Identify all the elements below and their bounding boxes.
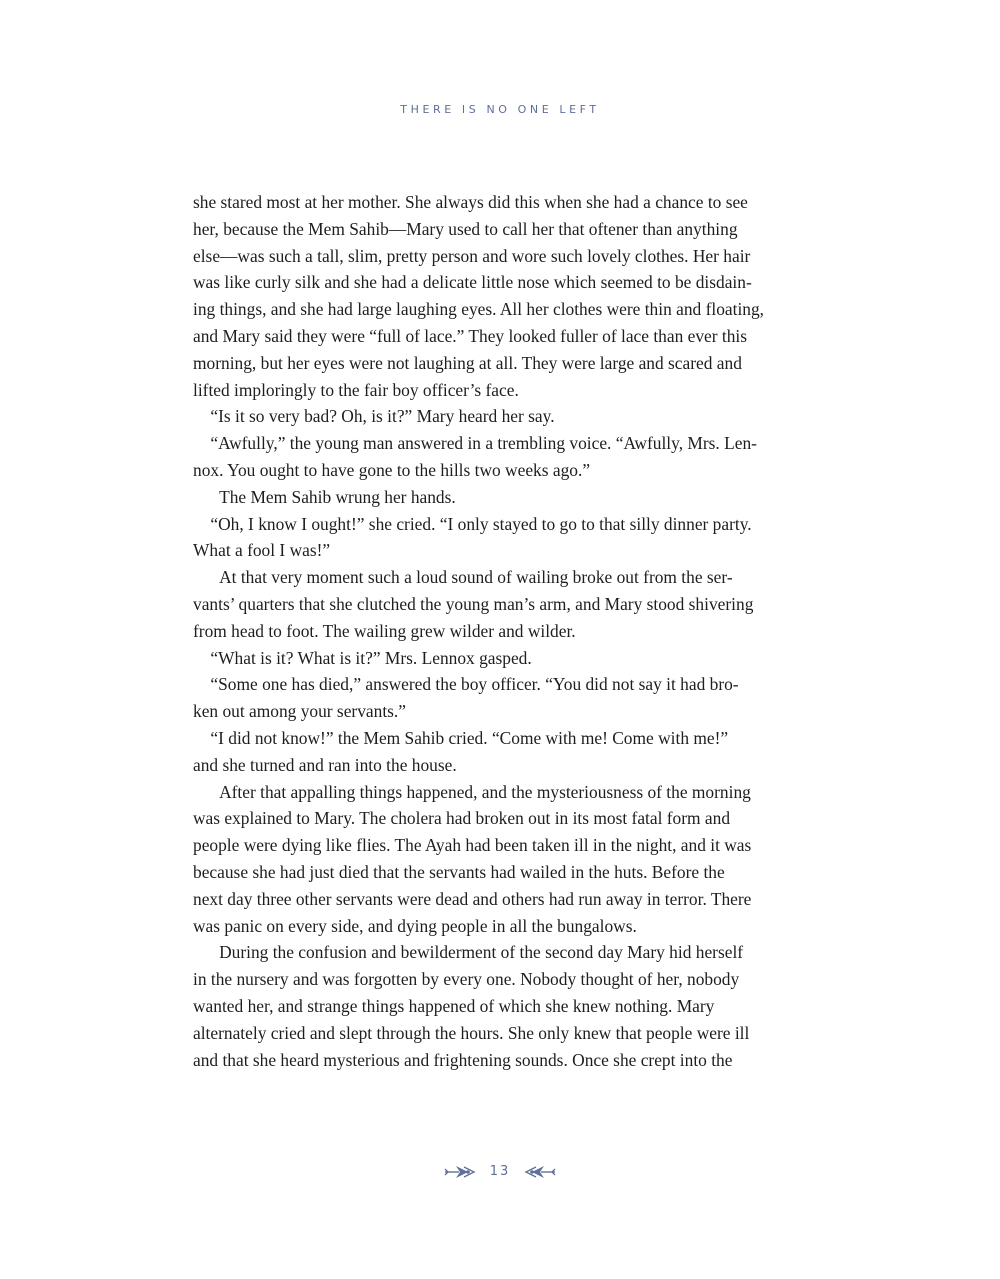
- text-line: was explained to Mary. The cholera had broken out in its most fatal form and: [193, 808, 731, 829]
- text-line: “Oh, I know I ought!” she cried. “I only stayed to go to that silly dinner party.: [193, 513, 752, 534]
- text-line: morning, but her eyes were not laughing at all. They were large and scared and: [193, 352, 742, 373]
- text-line: from head to foot. The wailing grew wilder and wilder.: [193, 620, 576, 641]
- text-line: else—was such a tall, slim, pretty person and wore such lovely clothes. Her hair: [193, 245, 751, 266]
- text-line: After that appalling things happened, and the mysteriousness of the morning: [193, 781, 751, 802]
- text-line: At that very moment such a loud sound of wailing broke out from the ser-: [193, 567, 733, 588]
- running-head: THERE IS NO ONE LEFT: [400, 103, 600, 116]
- folio: [0, 1164, 1000, 1179]
- text-line: wanted her, and strange things happened of which she knew nothing. Mary: [193, 995, 715, 1016]
- text-line: and she turned and ran into the house.: [193, 754, 457, 775]
- text-line: ing things, and she had large laughing eyes. All her clothes were thin and floating,: [193, 299, 765, 320]
- text-line: her, because the Mem Sahib—Mary used to call her that oftener than anything: [193, 218, 738, 239]
- text-line: nox. You ought to have gone to the hills two weeks ago.”: [193, 459, 591, 480]
- text-line: “I did not know!” the Mem Sahib cried. “Come with me! Come with me!”: [193, 727, 729, 748]
- text-line: was panic on every side, and dying people in all the bungalows.: [193, 915, 637, 936]
- body-text: [193, 189, 813, 1073]
- text-line: people were dying like flies. The Ayah had been taken ill in the night, and it was: [193, 835, 752, 856]
- text-line: next day three other servants were dead and others had run away in terror. There: [193, 888, 752, 909]
- text-line: and that she heard mysterious and frightening sounds. Once she crept into the: [193, 1049, 733, 1070]
- text-line: in the nursery and was forgotten by every one. Nobody thought of her, nobody: [193, 969, 740, 990]
- text-line: “Some one has died,” answered the boy officer. “You did not say it had bro-: [193, 674, 739, 695]
- text-line: was like curly silk and she had a delicate little nose which seemed to be disdain-: [193, 272, 752, 293]
- text-line: because she had just died that the servants had wailed in the huts. Before the: [193, 861, 725, 882]
- text-line: vants’ quarters that she clutched the young man’s arm, and Mary stood shivering: [193, 593, 754, 614]
- fleuron-arrow-right-icon: [444, 1165, 478, 1179]
- text-line: ken out among your servants.”: [193, 701, 406, 722]
- text-line: she stared most at her mother. She always did this when she had a chance to see: [193, 192, 748, 212]
- text-line: “Is it so very bad? Oh, is it?” Mary heard her say.: [193, 406, 555, 427]
- text-line: alternately cried and slept through the hours. She only knew that people were ill: [193, 1022, 750, 1043]
- text-line: and Mary said they were “full of lace.” They looked fuller of lace than ever this: [193, 325, 748, 346]
- page-number: 13: [489, 1164, 511, 1179]
- fleuron-arrow-left-icon: [522, 1165, 556, 1179]
- text-line: “Awfully,” the young man answered in a trembling voice. “Awfully, Mrs. Len-: [193, 433, 757, 454]
- text-line: “What is it? What is it?” Mrs. Lennox gasped.: [193, 647, 532, 668]
- text-line: The Mem Sahib wrung her hands.: [193, 486, 456, 507]
- text-line: During the confusion and bewilderment of the second day Mary hid herself: [193, 942, 744, 963]
- text-line: What a fool I was!”: [193, 540, 331, 561]
- text-line: lifted imploringly to the fair boy officer’s face.: [193, 379, 519, 400]
